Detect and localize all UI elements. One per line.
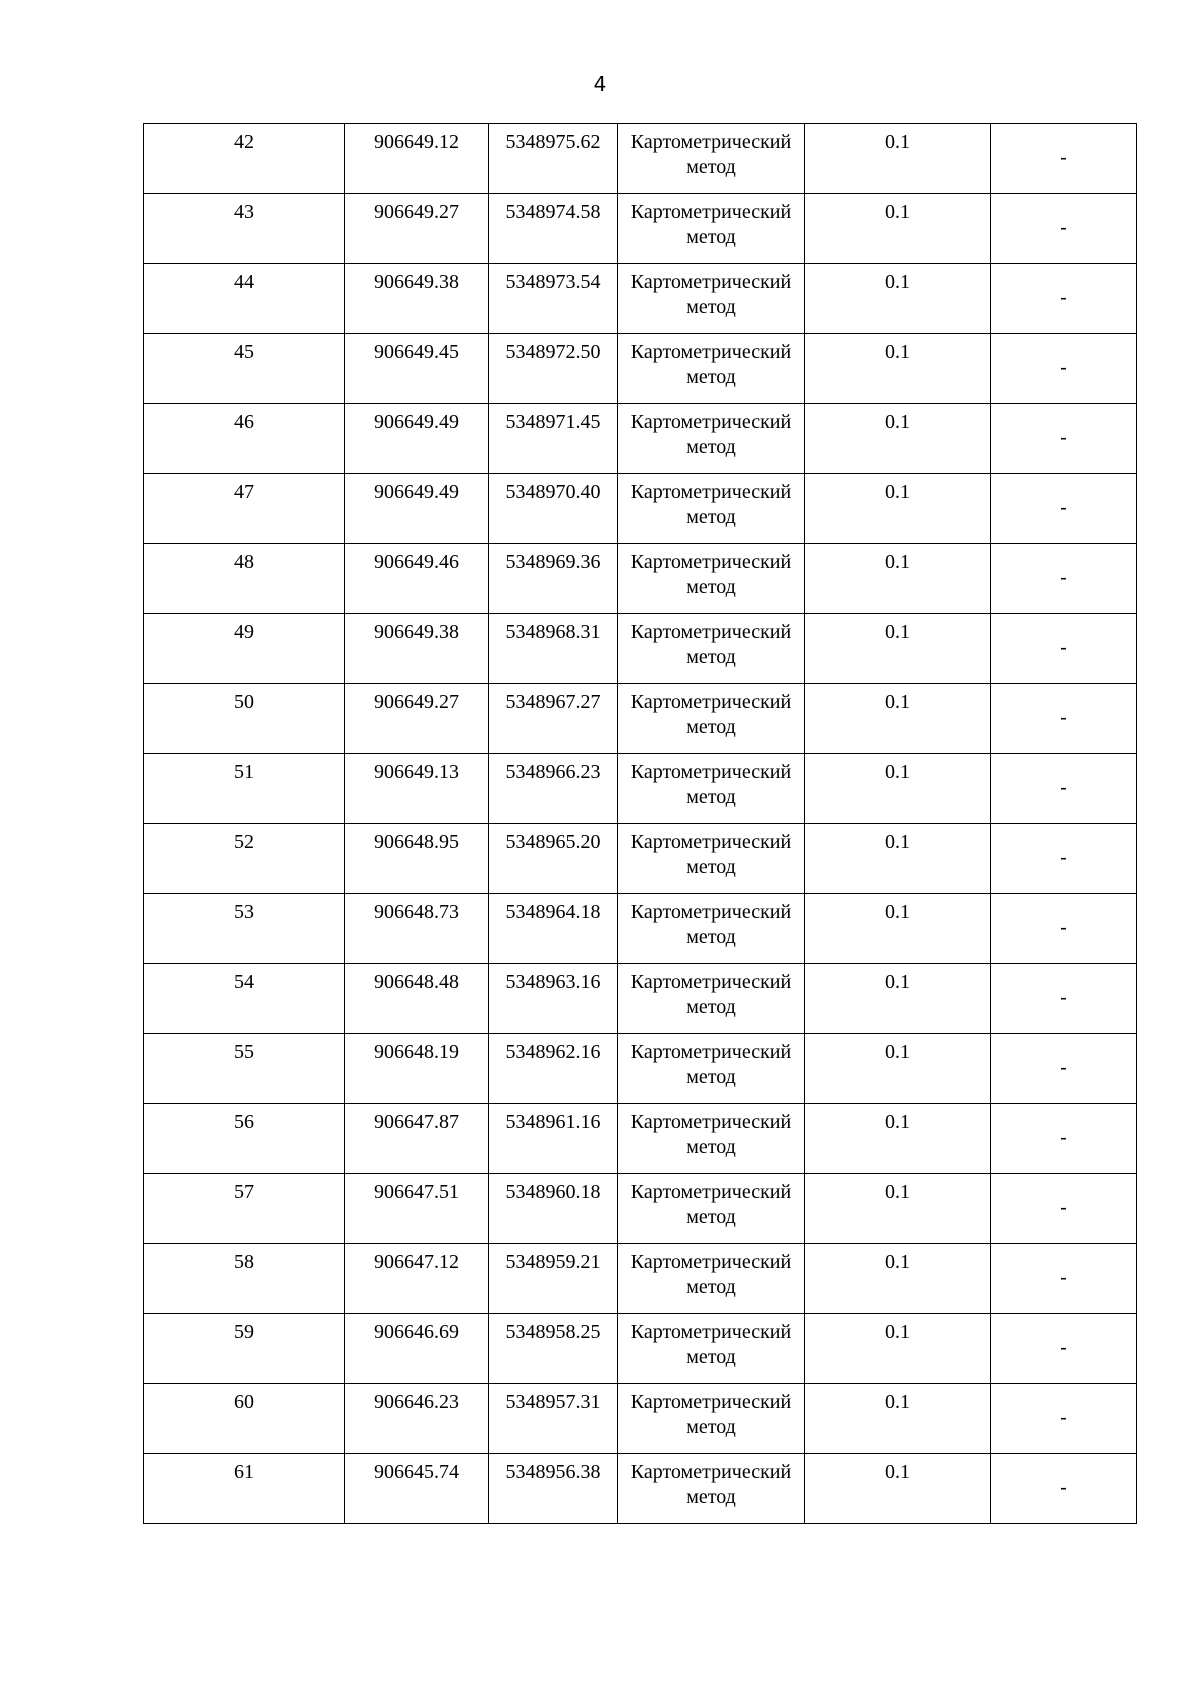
y-coordinate-cell: 5348963.16: [489, 964, 618, 1034]
accuracy-cell: 0.1: [805, 334, 991, 404]
description-cell: -: [991, 1454, 1137, 1524]
x-coordinate-cell: 906647.12: [345, 1244, 489, 1314]
coordinates-table: [143, 123, 1137, 1524]
y-coordinate-cell: 5348966.23: [489, 754, 618, 824]
accuracy-cell: 0.1: [805, 264, 991, 334]
table-row: [144, 124, 1137, 194]
table-row: [144, 824, 1137, 894]
y-coordinate-cell: 5348956.38: [489, 1454, 618, 1524]
table-row: [144, 1314, 1137, 1384]
point-number-cell: 51: [144, 754, 345, 824]
y-coordinate-cell: 5348971.45: [489, 404, 618, 474]
table-row: [144, 894, 1137, 964]
y-coordinate-cell: 5348958.25: [489, 1314, 618, 1384]
method-cell: Картометрический метод: [618, 614, 805, 684]
y-coordinate-cell: 5348957.31: [489, 1384, 618, 1454]
description-cell: -: [991, 964, 1137, 1034]
accuracy-cell: 0.1: [805, 1104, 991, 1174]
table-row: [144, 1244, 1137, 1314]
description-cell: -: [991, 404, 1137, 474]
x-coordinate-cell: 906646.23: [345, 1384, 489, 1454]
description-cell: -: [991, 754, 1137, 824]
x-coordinate-cell: 906649.27: [345, 684, 489, 754]
method-cell: Картометрический метод: [618, 1454, 805, 1524]
y-coordinate-cell: 5348967.27: [489, 684, 618, 754]
method-cell: Картометрический метод: [618, 754, 805, 824]
table-row: [144, 334, 1137, 404]
description-cell: -: [991, 544, 1137, 614]
x-coordinate-cell: 906649.38: [345, 614, 489, 684]
description-cell: -: [991, 614, 1137, 684]
description-cell: -: [991, 824, 1137, 894]
x-coordinate-cell: 906649.49: [345, 474, 489, 544]
accuracy-cell: 0.1: [805, 754, 991, 824]
accuracy-cell: 0.1: [805, 544, 991, 614]
coordinates-table-body: [144, 124, 1137, 1524]
table-row: [144, 474, 1137, 544]
method-cell: Картометрический метод: [618, 124, 805, 194]
method-cell: Картометрический метод: [618, 404, 805, 474]
method-cell: Картометрический метод: [618, 474, 805, 544]
method-cell: Картометрический метод: [618, 684, 805, 754]
point-number-cell: 47: [144, 474, 345, 544]
y-coordinate-cell: 5348961.16: [489, 1104, 618, 1174]
method-cell: Картометрический метод: [618, 334, 805, 404]
table-row: [144, 1174, 1137, 1244]
description-cell: -: [991, 1384, 1137, 1454]
description-cell: -: [991, 264, 1137, 334]
method-cell: Картометрический метод: [618, 1174, 805, 1244]
accuracy-cell: 0.1: [805, 194, 991, 264]
accuracy-cell: 0.1: [805, 1034, 991, 1104]
y-coordinate-cell: 5348962.16: [489, 1034, 618, 1104]
accuracy-cell: 0.1: [805, 474, 991, 544]
table-row: [144, 1384, 1137, 1454]
point-number-cell: 57: [144, 1174, 345, 1244]
accuracy-cell: 0.1: [805, 1314, 991, 1384]
method-cell: Картометрический метод: [618, 894, 805, 964]
y-coordinate-cell: 5348965.20: [489, 824, 618, 894]
method-cell: Картометрический метод: [618, 264, 805, 334]
method-cell: Картометрический метод: [618, 1034, 805, 1104]
accuracy-cell: 0.1: [805, 824, 991, 894]
description-cell: -: [991, 894, 1137, 964]
accuracy-cell: 0.1: [805, 614, 991, 684]
accuracy-cell: 0.1: [805, 1454, 991, 1524]
accuracy-cell: 0.1: [805, 964, 991, 1034]
table-row: [144, 404, 1137, 474]
x-coordinate-cell: 906647.51: [345, 1174, 489, 1244]
page-number: 4: [593, 72, 607, 96]
x-coordinate-cell: 906645.74: [345, 1454, 489, 1524]
description-cell: -: [991, 474, 1137, 544]
description-cell: -: [991, 684, 1137, 754]
table-row: [144, 1034, 1137, 1104]
y-coordinate-cell: 5348970.40: [489, 474, 618, 544]
method-cell: Картометрический метод: [618, 1104, 805, 1174]
method-cell: Картометрический метод: [618, 1314, 805, 1384]
method-cell: Картометрический метод: [618, 194, 805, 264]
accuracy-cell: 0.1: [805, 1244, 991, 1314]
table-row: [144, 754, 1137, 824]
x-coordinate-cell: 906647.87: [345, 1104, 489, 1174]
y-coordinate-cell: 5348964.18: [489, 894, 618, 964]
table-row: [144, 684, 1137, 754]
point-number-cell: 59: [144, 1314, 345, 1384]
point-number-cell: 43: [144, 194, 345, 264]
point-number-cell: 42: [144, 124, 345, 194]
accuracy-cell: 0.1: [805, 1174, 991, 1244]
accuracy-cell: 0.1: [805, 894, 991, 964]
point-number-cell: 60: [144, 1384, 345, 1454]
point-number-cell: 50: [144, 684, 345, 754]
point-number-cell: 56: [144, 1104, 345, 1174]
description-cell: -: [991, 1314, 1137, 1384]
x-coordinate-cell: 906649.46: [345, 544, 489, 614]
description-cell: -: [991, 1104, 1137, 1174]
y-coordinate-cell: 5348969.36: [489, 544, 618, 614]
method-cell: Картометрический метод: [618, 964, 805, 1034]
y-coordinate-cell: 5348974.58: [489, 194, 618, 264]
x-coordinate-cell: 906646.69: [345, 1314, 489, 1384]
point-number-cell: 61: [144, 1454, 345, 1524]
x-coordinate-cell: 906648.48: [345, 964, 489, 1034]
description-cell: -: [991, 334, 1137, 404]
method-cell: Картометрический метод: [618, 1244, 805, 1314]
x-coordinate-cell: 906649.27: [345, 194, 489, 264]
point-number-cell: 58: [144, 1244, 345, 1314]
y-coordinate-cell: 5348960.18: [489, 1174, 618, 1244]
table-row: [144, 614, 1137, 684]
y-coordinate-cell: 5348959.21: [489, 1244, 618, 1314]
point-number-cell: 54: [144, 964, 345, 1034]
point-number-cell: 53: [144, 894, 345, 964]
accuracy-cell: 0.1: [805, 1384, 991, 1454]
description-cell: -: [991, 194, 1137, 264]
x-coordinate-cell: 906649.45: [345, 334, 489, 404]
point-number-cell: 48: [144, 544, 345, 614]
method-cell: Картометрический метод: [618, 824, 805, 894]
table-row: [144, 1104, 1137, 1174]
x-coordinate-cell: 906649.38: [345, 264, 489, 334]
accuracy-cell: 0.1: [805, 404, 991, 474]
description-cell: -: [991, 124, 1137, 194]
x-coordinate-cell: 906649.12: [345, 124, 489, 194]
point-number-cell: 55: [144, 1034, 345, 1104]
y-coordinate-cell: 5348968.31: [489, 614, 618, 684]
accuracy-cell: 0.1: [805, 684, 991, 754]
table-row: [144, 1454, 1137, 1524]
point-number-cell: 49: [144, 614, 345, 684]
x-coordinate-cell: 906648.19: [345, 1034, 489, 1104]
accuracy-cell: 0.1: [805, 124, 991, 194]
method-cell: Картометрический метод: [618, 544, 805, 614]
method-cell: Картометрический метод: [618, 1384, 805, 1454]
table-row: [144, 964, 1137, 1034]
description-cell: -: [991, 1174, 1137, 1244]
y-coordinate-cell: 5348975.62: [489, 124, 618, 194]
x-coordinate-cell: 906649.49: [345, 404, 489, 474]
point-number-cell: 46: [144, 404, 345, 474]
description-cell: -: [991, 1034, 1137, 1104]
table-row: [144, 264, 1137, 334]
point-number-cell: 45: [144, 334, 345, 404]
point-number-cell: 44: [144, 264, 345, 334]
y-coordinate-cell: 5348972.50: [489, 334, 618, 404]
x-coordinate-cell: 906648.95: [345, 824, 489, 894]
table-row: [144, 194, 1137, 264]
y-coordinate-cell: 5348973.54: [489, 264, 618, 334]
description-cell: -: [991, 1244, 1137, 1314]
table-row: [144, 544, 1137, 614]
x-coordinate-cell: 906648.73: [345, 894, 489, 964]
x-coordinate-cell: 906649.13: [345, 754, 489, 824]
point-number-cell: 52: [144, 824, 345, 894]
